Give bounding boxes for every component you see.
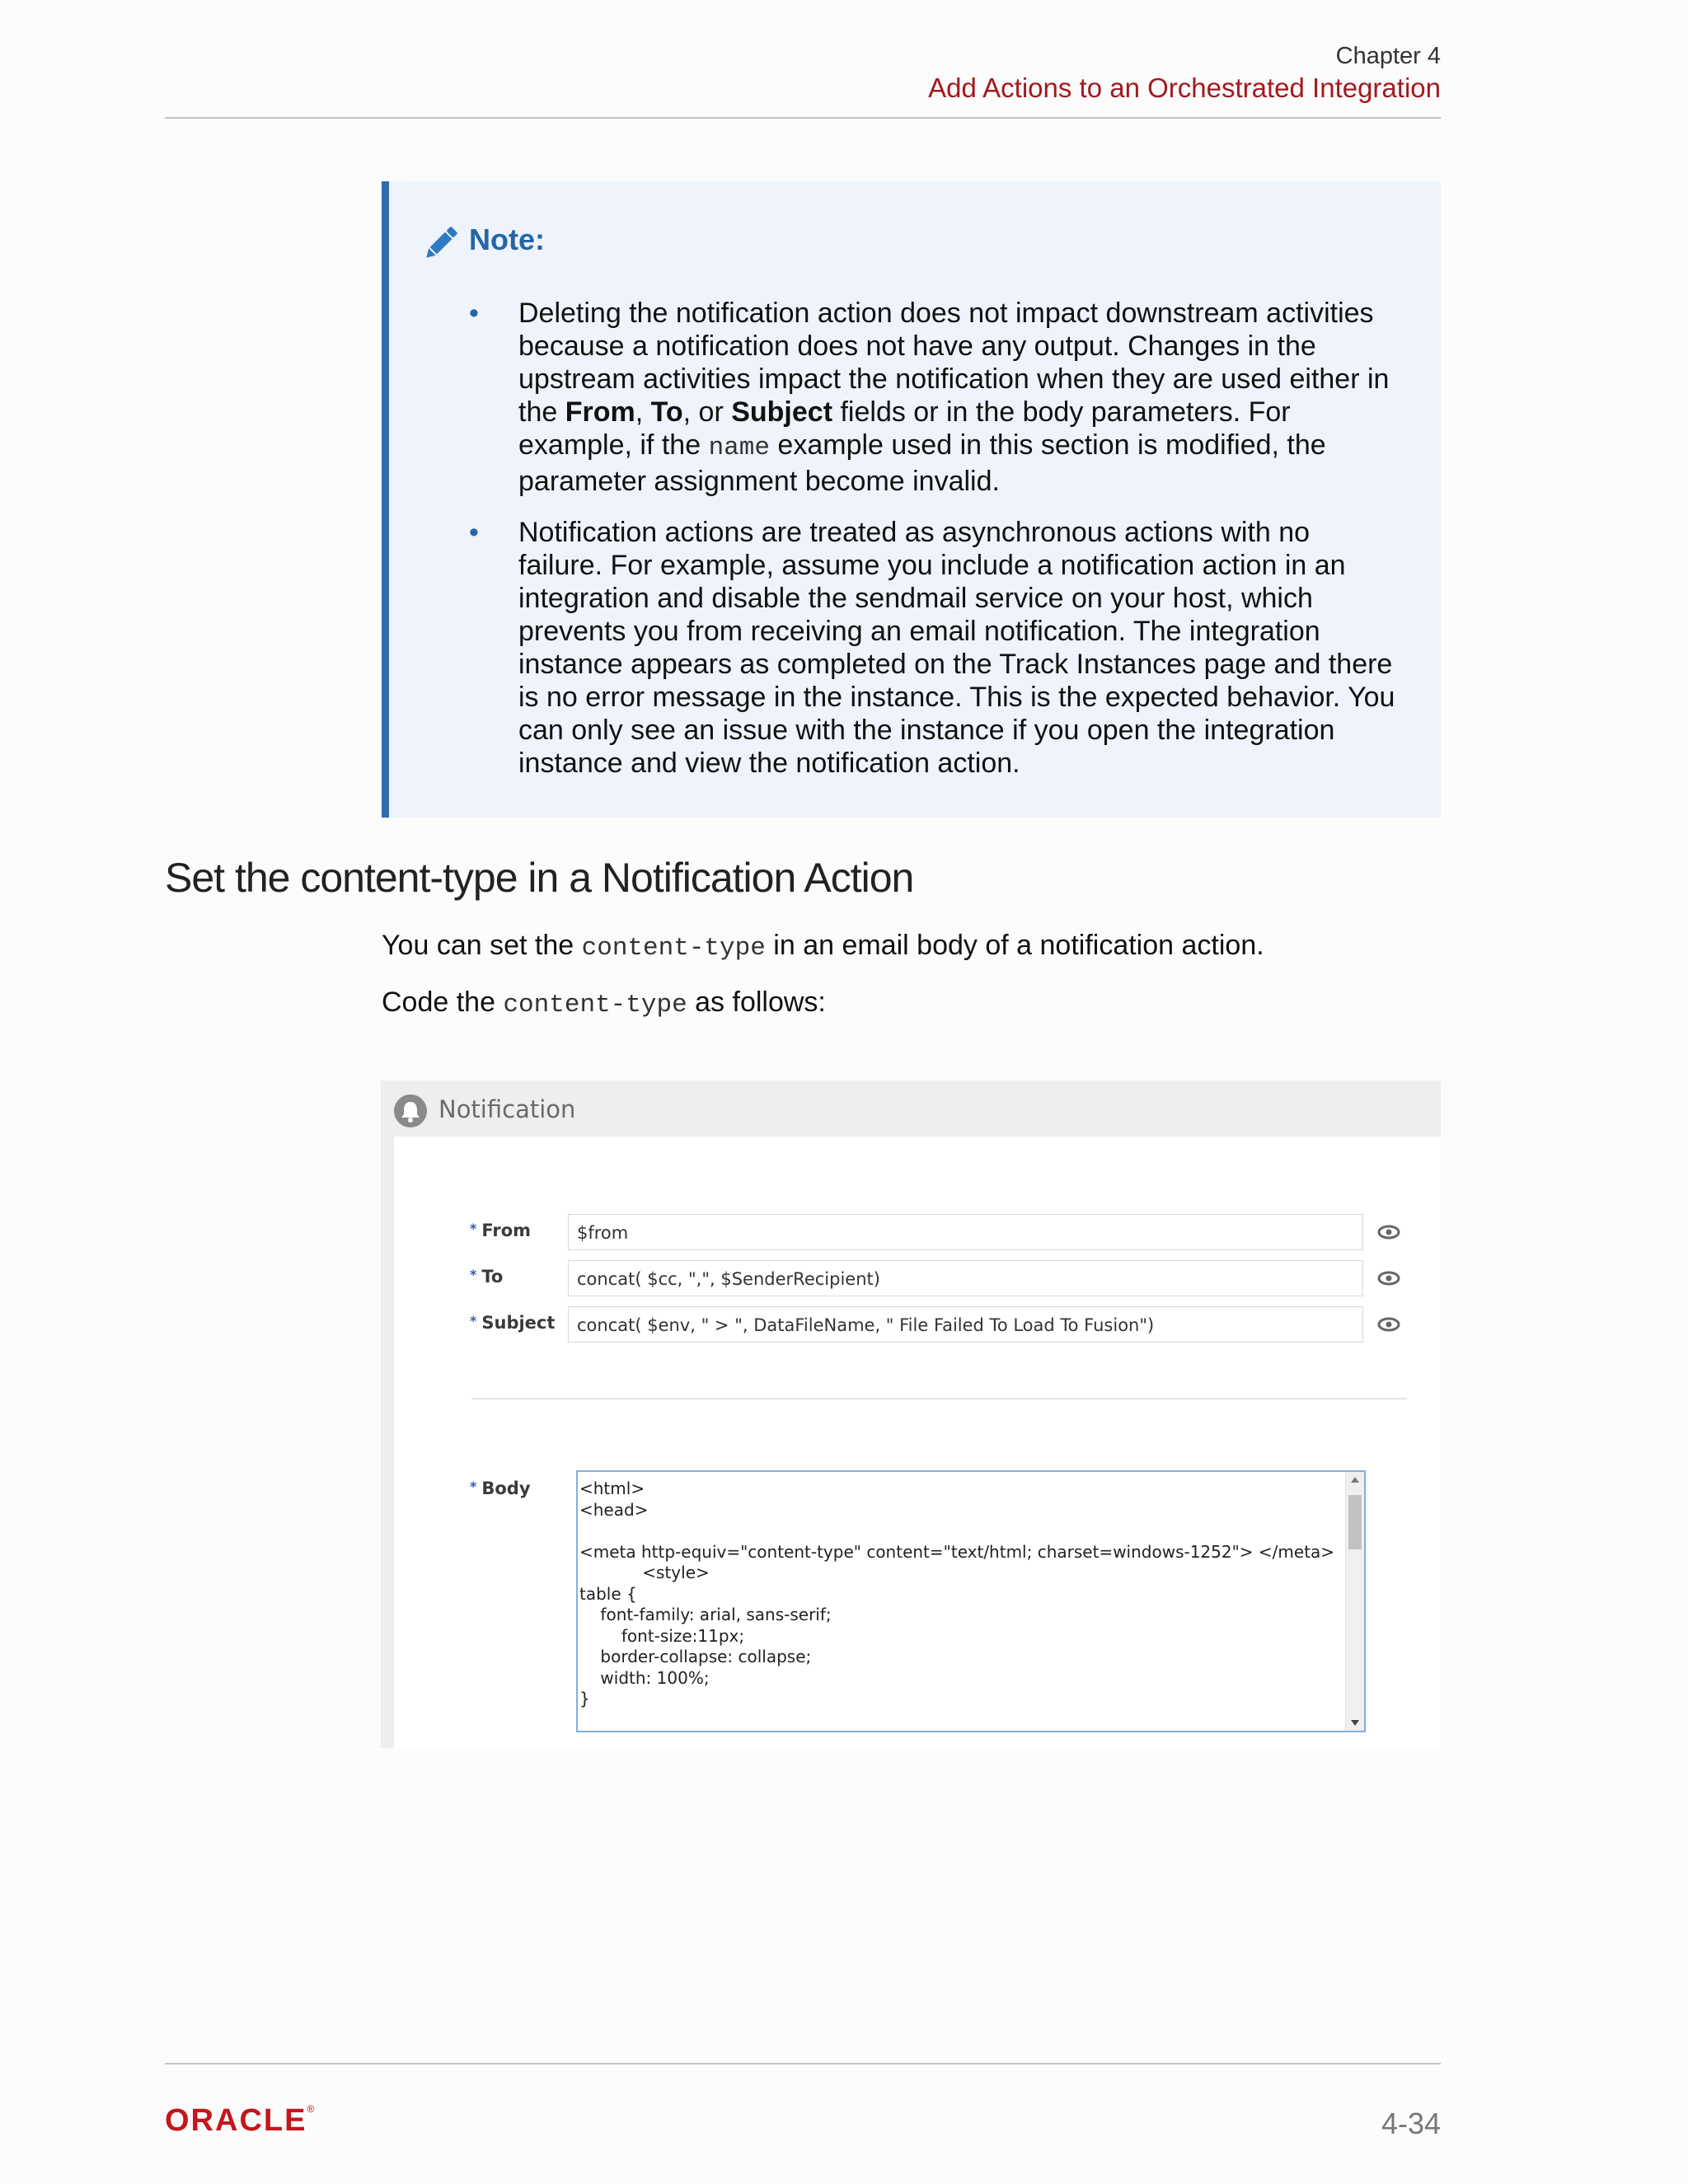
panel-left-border xyxy=(381,1137,394,1748)
footer-divider xyxy=(165,2063,1441,2064)
required-marker: * xyxy=(470,1221,477,1236)
bullet-icon: • xyxy=(469,298,479,329)
view-expression-icon[interactable] xyxy=(1376,1270,1401,1286)
page-number: 4-34 xyxy=(1381,2107,1441,2140)
to-label: * To xyxy=(470,1267,504,1286)
notification-panel-header xyxy=(381,1080,1441,1137)
paragraph: You can set the content-type in an email body of a notification action. xyxy=(382,930,1264,963)
note-item: • Deleting the notification action does not impact downstream activities because a notification does not have any output. Changes in the upstream activities impact the notification when they are used either in the From, To, or Subject fields or in the body parameters. For example, if the name example used in this section is modified, the parameter assignment become invalid. xyxy=(469,298,1390,497)
inline-code: content-type xyxy=(503,991,687,1019)
section-divider xyxy=(471,1398,1407,1399)
note-item: • Notification actions are treated as asynchronous actions with no failure. For example, assume you include a notification action in an integration and disable the sendmail service on your host, which prevents you from receiving an email notification. The integration instance appears as completed on the Track Instances page and there is no error message in the instance. This is the expected behavior. You can only see an issue with the instance if you open the integration instance and view the notification action. xyxy=(469,517,1395,779)
oracle-logo: ORACLE® xyxy=(165,2103,315,2138)
view-expression-icon[interactable] xyxy=(1376,1316,1401,1333)
notification-bell-icon xyxy=(394,1094,427,1127)
from-input[interactable]: $from xyxy=(568,1214,1363,1250)
note-list xyxy=(469,297,1400,798)
subject-label: * Subject xyxy=(470,1313,556,1333)
to-input[interactable]: concat( $cc, ",", $SenderRecipient) xyxy=(568,1260,1363,1296)
chapter-title-link[interactable]: Add Actions to an Orchestrated Integration xyxy=(928,73,1441,103)
required-marker: * xyxy=(470,1313,477,1329)
required-marker: * xyxy=(470,1267,477,1282)
scroll-up-arrow-icon[interactable] xyxy=(1351,1477,1359,1483)
note-title: Note: xyxy=(469,223,545,256)
notification-screenshot xyxy=(381,1080,1441,1748)
from-label: * From xyxy=(470,1221,532,1240)
note-box xyxy=(382,181,1441,818)
section-heading: Set the content-type in a Notification Action xyxy=(165,855,914,901)
subject-input[interactable]: concat( $env, " > ", DataFileName, " File Failed To Load To Fusion") xyxy=(568,1306,1363,1343)
header-divider xyxy=(165,117,1441,119)
chapter-label: Chapter 4 xyxy=(1335,43,1441,69)
scrollbar-thumb[interactable] xyxy=(1348,1495,1362,1549)
paragraph: Code the content-type as follows: xyxy=(382,987,826,1019)
view-expression-icon[interactable] xyxy=(1376,1224,1401,1240)
body-textarea[interactable] xyxy=(576,1470,1366,1732)
note-accent-bar xyxy=(382,181,389,818)
inline-code: content-type xyxy=(581,934,766,963)
required-marker: * xyxy=(470,1479,477,1494)
body-scrollbar[interactable] xyxy=(1345,1472,1364,1731)
inline-code: name xyxy=(708,434,770,462)
body-label: * Body xyxy=(470,1479,531,1498)
bullet-icon: • xyxy=(469,517,479,548)
scroll-down-arrow-icon[interactable] xyxy=(1351,1720,1359,1726)
notification-title: Notification xyxy=(438,1095,576,1123)
subject-field-ref: Subject xyxy=(731,396,833,428)
body-content: <html> <head> <meta http-equiv="content-type" content="text/html; charset=windows-1252"> </meta> <style> table { font-family: arial, sans-serif; font-size:11px; border-collapse: collapse; width: 100%; } xyxy=(579,1479,1335,1708)
pencil-icon xyxy=(419,221,463,265)
to-field-ref: To xyxy=(650,396,683,428)
from-field-ref: From xyxy=(565,396,635,428)
